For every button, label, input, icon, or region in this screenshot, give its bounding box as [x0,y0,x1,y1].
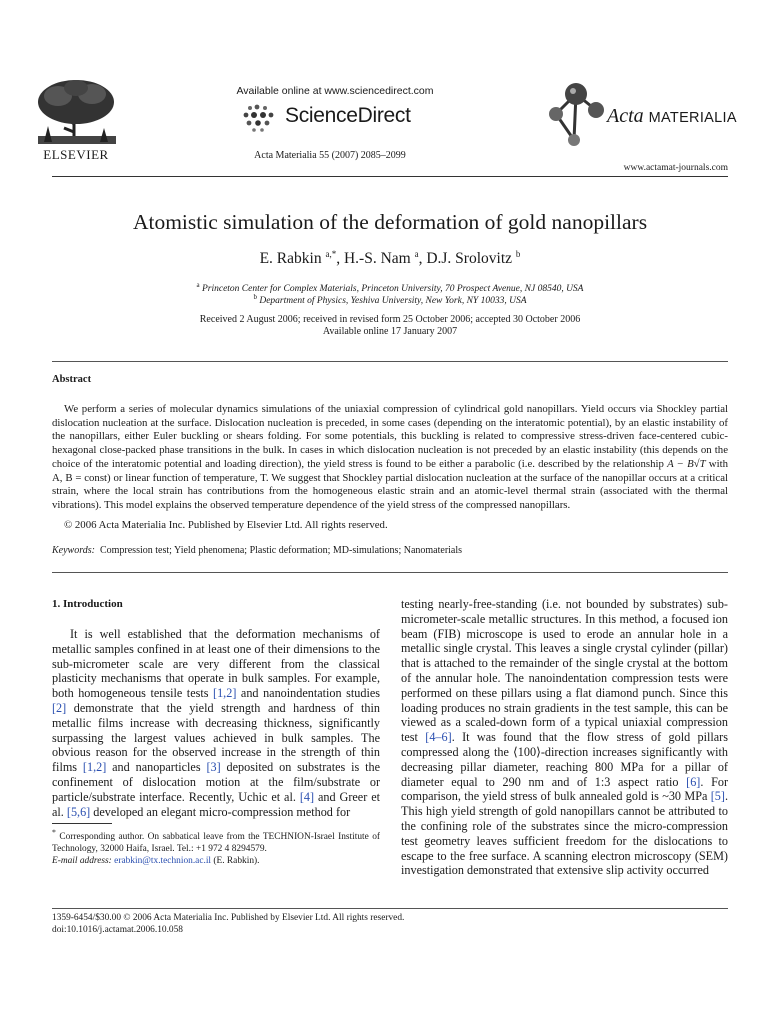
intro-text: testing nearly-free-standing (i.e. not bounded by substrates) sub-micrometer-scale metallic structures. In this method, a focused ion beam (FIB) microscope is used to erode an annular hole in a metallic single crystal. This leaves a single crystal cylinder (pillar) that is attached to the remainder of the single crystal at the bottom of the annular hole. The nanoindentation compression tests were performed on these pillars using a flat diamond punch. Since this loading produces no strain gradients in the test sample, this can be viewed as a scaled-down form of a typical uniaxial compression test [401,597,728,745]
header-rule [52,176,728,177]
keywords-label: Keywords: [52,545,95,556]
abstract-top-rule [52,361,728,362]
section-heading-introduction: 1. Introduction [52,598,123,610]
abstract-copyright: © 2006 Acta Materialia Inc. Published by Elsevier Ltd. All rights reserved. [64,519,388,531]
journal-wordmark-acta: Acta [607,105,644,127]
affiliation-text: Princeton Center for Complex Materials, Princeton University, 70 Prospect Avenue, NJ 08540, USA [201,284,584,295]
intro-text: . It was found that the flow stress of gold pillars compressed along the ⟨100⟩-direction increases significantly with decreasing pillar diameter, reaching 800 MPa for a pillar of diameter equal to 290 nm and of 1:3 aspect ratio [401,730,728,789]
author-name: H.-S. Nam [343,250,411,268]
citation-link[interactable]: [5,6] [66,804,91,819]
acta-molecule-logo [538,80,608,150]
citation-link[interactable]: [6] [686,774,701,789]
affiliation [52,293,728,306]
citation-link[interactable]: [3] [206,760,221,775]
intro-left-column [52,627,380,819]
citation-link[interactable]: [1,2] [213,686,237,701]
received-dates: Received 2 August 2006; received in revised form 25 October 2006; accepted 30 October 2006 [199,314,581,325]
intro-text: . This high yield strength of gold nanopillars cannot be attributed to the confining role of the substrates since the micro-compression test geometry leaves sufficient freedom for the dislocations to escape to the free surface. A scanning electron microscopy (SEM) investigation demonstrated that extensive slip activity occurred [401,789,728,878]
author-marks: b [515,249,521,259]
intro-text: and nanoindentation studies [236,686,380,701]
abstract-text-part: with A, B = const) or linear function of temperature, T. We suggest that Shockley partial dislocation nucleation at the surface of the nanopillar occurs at a critical strain, where the local strain has contributions from the homogeneous elastic strain and an atomic-level thermal strain (associated with the thermal vibrations). This model explains the observed temperature dependence of the yield stress of the compressed nanopillars. [52,457,728,511]
available-online-date: Available online 17 January 2007 [322,326,458,337]
email-label: E-mail address: [52,856,112,867]
journal-wordmark [607,105,737,128]
author-marks: a,* [325,249,337,259]
corresponding-author-footnote [52,827,380,867]
doi-line[interactable]: doi:10.1016/j.actamat.2006.10.058 [52,925,183,935]
abstract-bottom-rule [52,572,728,573]
keywords-line [52,545,462,556]
affiliation-mark: b [253,293,257,301]
sciencedirect-wordmark: ScienceDirect [285,104,411,127]
article-title: Atomistic simulation of the deformation of gold nanopillars [132,210,648,234]
abstract-heading: Abstract [52,374,92,385]
author-marks: a [414,249,419,259]
citation-link[interactable]: [1,2] [82,760,107,775]
footnote-text: Corresponding author. On sabbatical leave from the TECHNION-Israel Institute of Technology, 32000 Haifa, Israel. Tel.: +1 972 4 8294579. [52,832,380,855]
abstract-text-part: We perform a series of molecular dynamics simulations of the uniaxial compression of cylindrical gold nanopillars. Yield occurs via Shockley partial dislocation nucleation at the surface. Dislocation nucleation is preceded, in some cases (depending on the interatomic potential), by an elastic instability of the nanopillars, either Euler buckling or shears folding. For some potentials, this buckling is related to compressive stress-driven face-centered cubic-hexagonal close-packed phase transitions in the bulk. In cases in which dislocation nucleation is not preceded by an elastic instability (this depends on the choice of the interatomic potential and loading direction), the yield stress is found to be either a parabolic (i.e. described by the relationship [52,403,728,470]
citation-link[interactable]: [4] [299,789,315,804]
author-name: D.J. Srolovitz [426,250,513,268]
journal-website[interactable]: www.actamat-journals.com [623,163,728,173]
intro-text: developed an elegant micro-compression method for [90,804,351,819]
author-list: E. Rabkin $^{a,*}$, H.-S. Nam $^a$, D.J. Srolovitz $^b$ [259,249,521,268]
affiliation-text: Department of Physics, Yeshiva University, New York, NY 10033, USA [259,296,527,307]
citation-link[interactable]: [5] [710,789,725,804]
affiliation-mark: a [196,281,200,289]
citation-link[interactable]: [4–6] [425,730,452,745]
email-suffix: (E. Rabkin). [211,856,260,867]
abstract-body [52,403,728,513]
intro-text: deposited on substrates is the confinement of dislocation motion at the film/substrate or particle/substrate interface. Recently, Uchic et al. [52,760,380,804]
intro-right-column [401,597,728,878]
intro-text: and nanoparticles [106,760,207,775]
issn-line: 1359-6454/$30.00 © 2006 Acta Materialia Inc. Published by Elsevier Ltd. All rights reserved. [52,913,405,923]
publisher-name: ELSEVIER [43,147,109,162]
journal-reference: Acta Materialia 55 (2007) 2085–2099 [254,150,406,161]
intro-text: demonstrate that the yield strength and hardness of thin metallic films increase with decreasing thickness, significantly surpassing the largest values achieved in bulk samples. The obvious reason for the observed increase in the strength of thin films [52,700,380,775]
intro-text: . For comparison, the yield stress of bulk annealed gold is ~30 MPa [401,774,729,804]
intro-text: and Greer et al. [52,789,380,819]
journal-wordmark-materialia: MATERIALIA [648,110,737,126]
abstract-formula: A − B√T [667,457,706,470]
available-online-text: Available online at www.sciencedirect.com [236,85,434,97]
keywords-list: Compression test; Yield phenomena; Plastic deformation; MD-simulations; Nanomaterials [99,545,463,556]
sciencedirect-dots-icon [240,102,280,132]
citation-link[interactable]: [2] [52,700,67,715]
author-email-link[interactable]: erabkin@tx.technion.ac.il [114,856,212,867]
footnote-rule [52,823,112,824]
intro-text: It is well established that the deformation mechanisms of metallic samples confined in at least one of their dimensions to the sub-micrometer scale are very different from the classical plasticity mechanisms that operate in bulk samples. For example, both homogeneous tensile tests [52,627,380,701]
footnote-mark: * [52,828,56,837]
bottom-rule [52,908,728,909]
author-name: E. Rabkin [259,250,322,268]
